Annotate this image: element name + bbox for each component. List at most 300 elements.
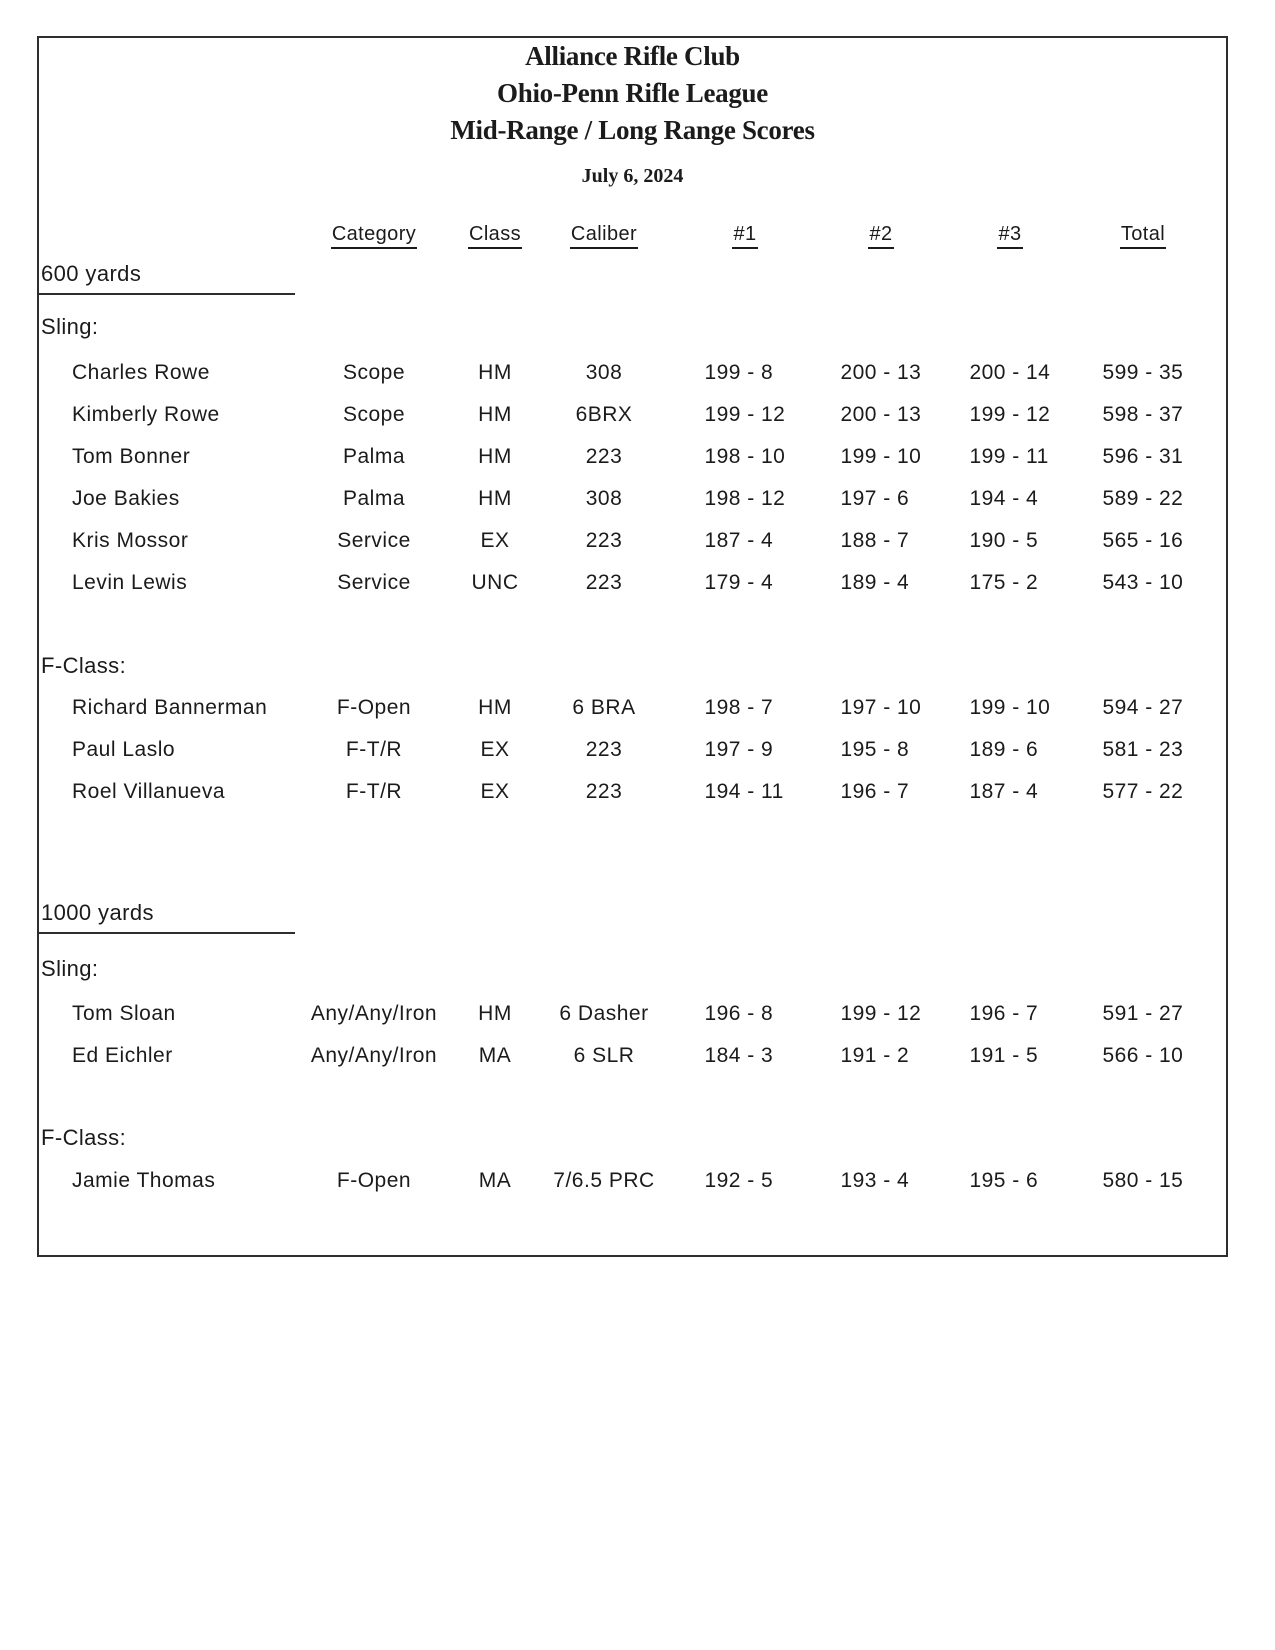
match2-score (813, 780, 949, 804)
caliber-cell: 223 (585, 529, 623, 552)
report-title: Mid-Range / Long Range Scores (450, 115, 815, 145)
score-dash: - (747, 1169, 755, 1192)
x-count: 31 (1159, 445, 1184, 468)
score-value: 198 (704, 445, 741, 468)
score-triplet (693, 780, 797, 804)
group-label-sling: Sling: (41, 956, 99, 981)
score-value: 189 (840, 571, 877, 594)
match3-score (949, 1169, 1071, 1193)
shooter-name: Joe Bakies (72, 487, 180, 510)
score-dash: - (883, 403, 891, 426)
x-count: 10 (761, 445, 786, 468)
x-count: 12 (761, 403, 786, 426)
x-count: 6 (897, 487, 910, 510)
score-dash: - (1145, 529, 1153, 552)
score-value: 599 (1102, 361, 1139, 384)
score-triplet (958, 738, 1062, 762)
x-count: 12 (1026, 403, 1051, 426)
match2-score (813, 1002, 949, 1026)
x-count: 4 (897, 571, 910, 594)
class-cell: EX (480, 529, 510, 552)
x-count: 14 (1026, 361, 1051, 384)
score-dash: - (747, 361, 755, 384)
total-score (1071, 445, 1215, 469)
score-value: 199 (704, 403, 741, 426)
score-value: 192 (704, 1169, 741, 1192)
score-dash: - (1012, 1002, 1020, 1025)
score-dash: - (747, 1044, 755, 1067)
shooter-name: Jamie Thomas (72, 1169, 216, 1192)
category-cell: Any/Any/Iron (310, 1002, 438, 1025)
category-cell: Palma (342, 487, 406, 510)
x-count: 2 (897, 1044, 910, 1067)
x-count: 4 (897, 1169, 910, 1192)
score-value: 196 (704, 1002, 741, 1025)
score-value: 566 (1102, 1044, 1139, 1067)
match3-score (949, 696, 1071, 720)
score-value: 577 (1102, 780, 1139, 803)
x-count: 8 (897, 738, 910, 761)
score-value: 197 (704, 738, 741, 761)
x-count: 7 (1026, 1002, 1039, 1025)
score-triplet (829, 1169, 933, 1193)
x-count: 10 (897, 696, 922, 719)
score-triplet (958, 1044, 1062, 1068)
score-dash: - (747, 1002, 755, 1025)
match1-score (677, 487, 813, 511)
class-cell: EX (480, 738, 510, 761)
score-value: 187 (704, 529, 741, 552)
score-value: 198 (704, 696, 741, 719)
table-row (39, 1166, 1226, 1196)
table-row (39, 999, 1226, 1029)
caliber-cell: 6 SLR (573, 1044, 635, 1067)
score-triplet (958, 1002, 1062, 1026)
score-triplet (693, 738, 797, 762)
score-dash: - (1145, 445, 1153, 468)
score-dash: - (883, 780, 891, 803)
score-triplet (829, 1044, 933, 1068)
match1-score (677, 1169, 813, 1193)
score-triplet (1091, 780, 1195, 804)
match3-score (949, 529, 1071, 553)
match-date: July 6, 2024 (581, 165, 684, 187)
score-triplet (958, 780, 1062, 804)
score-triplet (693, 529, 797, 553)
x-count: 12 (761, 487, 786, 510)
shooter-name: Tom Sloan (72, 1002, 176, 1025)
club-title: Alliance Rifle Club (525, 41, 740, 71)
score-triplet (829, 445, 933, 469)
category-cell: F-T/R (345, 780, 403, 803)
x-count: 4 (1026, 780, 1039, 803)
caliber-cell: 6 BRA (572, 696, 636, 719)
score-dash: - (747, 571, 755, 594)
x-count: 37 (1159, 403, 1184, 426)
shooter-name: Paul Laslo (72, 738, 176, 761)
caliber-cell: 7/6.5 PRC (553, 1169, 655, 1192)
score-value: 190 (969, 529, 1006, 552)
x-count: 4 (761, 571, 774, 594)
x-count: 12 (897, 1002, 922, 1025)
match2-score (813, 696, 949, 720)
score-value: 589 (1102, 487, 1139, 510)
table-row (39, 1041, 1226, 1071)
score-dash: - (1145, 696, 1153, 719)
x-count: 7 (761, 696, 774, 719)
section-label-600-yards: 600 yards (39, 255, 295, 295)
match2-score (813, 403, 949, 427)
group-label-fclass: F-Class: (41, 1125, 127, 1150)
score-dash: - (747, 487, 755, 510)
match1-score (677, 1044, 813, 1068)
score-dash: - (1012, 571, 1020, 594)
category-cell: Scope (342, 403, 406, 426)
category-cell: F-T/R (345, 738, 403, 761)
match2-score (813, 571, 949, 595)
score-triplet (1091, 1044, 1195, 1068)
score-triplet (829, 1002, 933, 1026)
x-count: 10 (1159, 1044, 1184, 1067)
match2-score (813, 487, 949, 511)
score-dash: - (1145, 1044, 1153, 1067)
total-score (1071, 738, 1215, 762)
score-triplet (693, 1169, 797, 1193)
table-row (39, 442, 1226, 472)
score-triplet (1091, 1169, 1195, 1193)
x-count: 5 (1026, 1044, 1039, 1067)
score-triplet (829, 529, 933, 553)
score-value: 565 (1102, 529, 1139, 552)
score-dash: - (883, 696, 891, 719)
x-count: 22 (1159, 780, 1184, 803)
x-count: 11 (1026, 445, 1049, 468)
score-dash: - (1145, 487, 1153, 510)
score-dash: - (883, 571, 891, 594)
score-dash: - (883, 487, 891, 510)
match2-score (813, 445, 949, 469)
score-dash: - (883, 1169, 891, 1192)
score-triplet (693, 1002, 797, 1026)
match1-score (677, 1002, 813, 1026)
score-triplet (1091, 1002, 1195, 1026)
score-value: 194 (969, 487, 1006, 510)
shooter-name: Roel Villanueva (72, 780, 226, 803)
table-row (39, 777, 1226, 807)
caliber-cell: 6BRX (575, 403, 633, 426)
total-score (1071, 487, 1215, 511)
score-value: 195 (840, 738, 877, 761)
score-value: 199 (840, 1002, 877, 1025)
score-dash: - (747, 780, 755, 803)
match1-score (677, 738, 813, 762)
score-value: 191 (840, 1044, 877, 1067)
match3-score (949, 738, 1071, 762)
score-value: 199 (969, 696, 1006, 719)
x-count: 9 (761, 738, 774, 761)
score-value: 200 (840, 361, 877, 384)
match2-score (813, 738, 949, 762)
match3-score (949, 445, 1071, 469)
score-dash: - (1145, 571, 1153, 594)
x-count: 7 (897, 529, 910, 552)
x-count: 11 (761, 780, 784, 803)
score-triplet (829, 738, 933, 762)
column-header-caliber: Caliber (570, 223, 638, 249)
score-dash: - (883, 361, 891, 384)
category-cell: Service (337, 529, 411, 552)
match1-score (677, 571, 813, 595)
score-triplet (693, 696, 797, 720)
column-header-match2: #2 (868, 223, 893, 249)
score-dash: - (1012, 696, 1020, 719)
x-count: 5 (1026, 529, 1039, 552)
group-label-sling: Sling: (41, 314, 99, 339)
group-label-fclass: F-Class: (41, 653, 127, 678)
score-triplet (958, 487, 1062, 511)
total-score (1071, 571, 1215, 595)
category-cell: F-Open (336, 1169, 412, 1192)
score-triplet (958, 529, 1062, 553)
score-value: 200 (969, 361, 1006, 384)
match3-score (949, 1044, 1071, 1068)
x-count: 4 (1026, 487, 1039, 510)
match1-score (677, 403, 813, 427)
x-count: 10 (1026, 696, 1051, 719)
title-block (39, 38, 1226, 149)
table-row (39, 526, 1226, 556)
score-dash: - (1012, 487, 1020, 510)
score-value: 179 (704, 571, 741, 594)
score-value: 196 (969, 1002, 1006, 1025)
total-score (1071, 1169, 1215, 1193)
category-cell: F-Open (336, 696, 412, 719)
score-triplet (958, 403, 1062, 427)
rows-1000-sling (39, 999, 1226, 1071)
shooter-name: Kimberly Rowe (72, 403, 220, 426)
table-row (39, 568, 1226, 598)
score-triplet (1091, 696, 1195, 720)
score-value: 197 (840, 487, 877, 510)
score-dash: - (747, 403, 755, 426)
class-cell: UNC (471, 571, 519, 594)
caliber-cell: 223 (585, 445, 623, 468)
x-count: 22 (1159, 487, 1184, 510)
score-dash: - (1145, 1169, 1153, 1192)
x-count: 35 (1159, 361, 1184, 384)
match1-score (677, 696, 813, 720)
score-value: 200 (840, 403, 877, 426)
score-triplet (958, 571, 1062, 595)
total-score (1071, 1044, 1215, 1068)
score-dash: - (1012, 1044, 1020, 1067)
match3-score (949, 780, 1071, 804)
shooter-name: Tom Bonner (72, 445, 191, 468)
match3-score (949, 403, 1071, 427)
score-value: 199 (969, 403, 1006, 426)
x-count: 27 (1159, 1002, 1184, 1025)
score-value: 188 (840, 529, 877, 552)
score-value: 591 (1102, 1002, 1139, 1025)
score-triplet (693, 403, 797, 427)
class-cell: HM (478, 1002, 512, 1025)
x-count: 2 (1026, 571, 1039, 594)
x-count: 15 (1159, 1169, 1184, 1192)
match3-score (949, 487, 1071, 511)
shooter-name: Charles Rowe (72, 361, 210, 384)
caliber-cell: 223 (585, 571, 623, 594)
score-triplet (829, 696, 933, 720)
class-cell: MA (478, 1044, 512, 1067)
table-row (39, 693, 1226, 723)
table-row (39, 735, 1226, 765)
score-dash: - (1145, 403, 1153, 426)
score-dash: - (883, 445, 891, 468)
total-score (1071, 361, 1215, 385)
shooter-name: Richard Bannerman (72, 696, 268, 719)
x-count: 6 (1026, 1169, 1039, 1192)
score-triplet (1091, 403, 1195, 427)
score-dash: - (883, 1002, 891, 1025)
match2-score (813, 1044, 949, 1068)
score-triplet (958, 361, 1062, 385)
score-value: 199 (969, 445, 1006, 468)
score-value: 196 (840, 780, 877, 803)
score-dash: - (1012, 780, 1020, 803)
table-row (39, 484, 1226, 514)
score-value: 195 (969, 1169, 1006, 1192)
total-score (1071, 696, 1215, 720)
match3-score (949, 361, 1071, 385)
column-header-match3: #3 (997, 223, 1022, 249)
report-border-box (37, 36, 1228, 1257)
score-dash: - (1145, 738, 1153, 761)
column-header-category: Category (331, 223, 417, 249)
score-triplet (958, 445, 1062, 469)
x-count: 3 (761, 1044, 774, 1067)
score-dash: - (1145, 780, 1153, 803)
score-dash: - (1145, 361, 1153, 384)
score-value: 191 (969, 1044, 1006, 1067)
score-triplet (693, 487, 797, 511)
table-row (39, 358, 1226, 388)
score-triplet (829, 780, 933, 804)
category-cell: Any/Any/Iron (310, 1044, 438, 1067)
x-count: 8 (761, 1002, 774, 1025)
x-count: 5 (761, 1169, 774, 1192)
category-cell: Palma (342, 445, 406, 468)
match2-score (813, 1169, 949, 1193)
score-triplet (1091, 529, 1195, 553)
score-triplet (1091, 361, 1195, 385)
section-label-1000-yards: 1000 yards (39, 894, 295, 934)
score-value: 184 (704, 1044, 741, 1067)
match1-score (677, 445, 813, 469)
category-cell: Service (337, 571, 411, 594)
score-triplet (693, 361, 797, 385)
match2-score (813, 361, 949, 385)
score-value: 199 (704, 361, 741, 384)
score-triplet (693, 1044, 797, 1068)
score-dash: - (1012, 445, 1020, 468)
score-dash: - (747, 738, 755, 761)
category-cell: Scope (342, 361, 406, 384)
score-value: 598 (1102, 403, 1139, 426)
match3-score (949, 1002, 1071, 1026)
shooter-name: Ed Eichler (72, 1044, 173, 1067)
rows-1000-fclass (39, 1166, 1226, 1196)
score-dash: - (747, 529, 755, 552)
score-triplet (693, 571, 797, 595)
x-count: 6 (1026, 738, 1039, 761)
score-value: 189 (969, 738, 1006, 761)
class-cell: HM (478, 487, 512, 510)
score-dash: - (1145, 1002, 1153, 1025)
score-dash: - (747, 696, 755, 719)
column-header-total: Total (1120, 223, 1166, 249)
score-triplet (829, 361, 933, 385)
match2-score (813, 529, 949, 553)
match1-score (677, 529, 813, 553)
total-score (1071, 403, 1215, 427)
score-triplet (1091, 571, 1195, 595)
x-count: 13 (897, 403, 922, 426)
class-cell: EX (480, 780, 510, 803)
score-value: 194 (704, 780, 741, 803)
column-header-class: Class (468, 223, 522, 249)
caliber-cell: 223 (585, 780, 623, 803)
score-value: 580 (1102, 1169, 1139, 1192)
class-cell: MA (478, 1169, 512, 1192)
score-triplet (958, 696, 1062, 720)
caliber-cell: 308 (585, 487, 623, 510)
column-header-match1: #1 (732, 223, 757, 249)
score-triplet (693, 445, 797, 469)
rows-600-fclass (39, 693, 1226, 807)
x-count: 4 (761, 529, 774, 552)
column-header-row (39, 217, 1226, 255)
score-value: 175 (969, 571, 1006, 594)
score-value: 187 (969, 780, 1006, 803)
x-count: 7 (897, 780, 910, 803)
score-value: 594 (1102, 696, 1139, 719)
caliber-cell: 308 (585, 361, 623, 384)
match1-score (677, 780, 813, 804)
class-cell: HM (478, 445, 512, 468)
score-value: 198 (704, 487, 741, 510)
x-count: 13 (897, 361, 922, 384)
league-title: Ohio-Penn Rifle League (497, 78, 768, 108)
score-triplet (829, 403, 933, 427)
score-dash: - (1012, 403, 1020, 426)
score-value: 596 (1102, 445, 1139, 468)
score-triplet (1091, 487, 1195, 511)
score-value: 581 (1102, 738, 1139, 761)
score-value: 197 (840, 696, 877, 719)
score-triplet (1091, 738, 1195, 762)
x-count: 27 (1159, 696, 1184, 719)
score-value: 543 (1102, 571, 1139, 594)
total-score (1071, 1002, 1215, 1026)
caliber-cell: 6 Dasher (559, 1002, 649, 1025)
score-value: 193 (840, 1169, 877, 1192)
shooter-name: Levin Lewis (72, 571, 188, 594)
score-dash: - (1012, 529, 1020, 552)
x-count: 10 (1159, 571, 1184, 594)
score-dash: - (1012, 361, 1020, 384)
class-cell: HM (478, 403, 512, 426)
score-triplet (829, 571, 933, 595)
